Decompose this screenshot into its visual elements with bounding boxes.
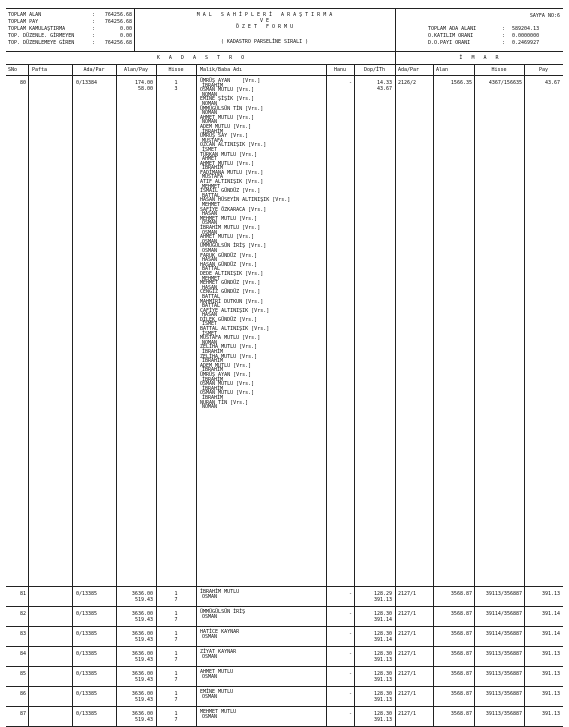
cell-hanu: - — [348, 611, 352, 617]
cell-imar-hisse: 39113/356887 — [485, 691, 522, 697]
owner-father-name: NOMAN — [202, 404, 218, 411]
owner-name: MAHMİRİ DUTKUN [Vrs.] — [200, 298, 264, 305]
owner-father-name: OSMAN — [202, 633, 218, 640]
owner-name: AHMET MUTLU [Vrs.] — [200, 234, 255, 241]
owner-father-name: MEHMET — [202, 275, 221, 282]
owner-father-name: İSMET — [202, 321, 218, 328]
owner-name: OSMAN MUTLU [Vrs.] — [200, 390, 255, 397]
cell-imar-alan: 3568.87 — [450, 631, 472, 637]
cell-hisse-payda: 7 — [174, 717, 178, 723]
cell-hanu: - — [348, 691, 352, 697]
owner-father-name: AHMET — [202, 156, 218, 163]
col-hanu: Hanu — [333, 67, 347, 73]
cell-ada: 0/13385 — [76, 591, 98, 597]
cell-ada: 0/13384 — [76, 80, 98, 86]
summary-left-label: TOPLAM ALAN — [8, 12, 42, 18]
cell-imar-pay: 391.13 — [541, 711, 560, 717]
owner-father-name: MEHMET — [202, 202, 221, 209]
cell-imar-pay: 391.13 — [541, 651, 560, 657]
cell-imar-ada: 2127/1 — [398, 591, 417, 597]
owner-father-name: BATTAL — [202, 192, 221, 199]
cell-pay: 519.43 — [134, 697, 153, 703]
col-alan: Alan/Pay — [123, 67, 149, 73]
table-row — [6, 587, 563, 607]
cell-ith: 391.14 — [373, 617, 392, 623]
owner-name: MEHMET MUTLU [Vrs.] — [200, 215, 258, 222]
cell-hisse-payda: 7 — [174, 677, 178, 683]
cell-ada: 0/13385 — [76, 651, 98, 657]
cell-pay: 519.43 — [134, 597, 153, 603]
cell-ith: 391.13 — [373, 677, 392, 683]
owner-name: ADEM MUTLU [Vrs.] — [200, 123, 252, 130]
cell-dop: 128.30 — [373, 691, 392, 697]
cell-alan: 3636.00 — [131, 591, 153, 597]
cell-ith: 391.13 — [373, 697, 392, 703]
cell-imar-ada: 2127/1 — [398, 611, 417, 617]
report-sheet — [6, 8, 563, 727]
cell-alan: 3636.00 — [131, 691, 153, 697]
owner-father-name: İBRAHİM — [202, 128, 224, 135]
owner-name: İSMAİL GÜNDÜZ [Vrs.] — [200, 188, 261, 195]
owner-father-name: HASAN — [202, 257, 218, 264]
cell-pay: 519.43 — [134, 617, 153, 623]
cell-sno: 85 — [19, 671, 26, 677]
summary-left-label: TOPLAM KAMULAŞTIRMA — [8, 26, 66, 32]
col-imar-pay: Pay — [538, 67, 549, 73]
owner-name: BATTAL ALTINIŞIK [Vrs.] — [200, 326, 270, 333]
cell-imar-hisse: 39113/356887 — [485, 711, 522, 717]
owner-name: ÜMMÜGÜLSÜN İRİŞ — [200, 609, 246, 615]
title-line-2: V E — [259, 18, 270, 24]
cell-hisse-pay: 1 — [174, 80, 178, 86]
cell-sno: 87 — [19, 711, 26, 717]
owner-name: İBRAHİM MUTLU [Vrs.] — [200, 225, 261, 231]
cell-dop: 14.33 — [376, 80, 392, 86]
owner-name: HASAN GÜNDÜZ [Vrs.] — [200, 261, 258, 268]
summary-colon: : — [92, 12, 96, 18]
owner-father-name: BATTAL — [202, 303, 221, 310]
table-row — [6, 647, 563, 667]
col-imar-hisse: Hisse — [491, 67, 507, 73]
owner-list — [200, 710, 325, 719]
owner-name: HATİCE KAYNAR — [200, 629, 240, 635]
cell-pay: 519.43 — [134, 717, 153, 723]
owner-list — [200, 590, 325, 599]
cell-imar-ada: 2127/1 — [398, 711, 417, 717]
cell-imar-pay: 391.13 — [541, 691, 560, 697]
cell-hanu: - — [348, 80, 352, 86]
cell-imar-alan: 3568.87 — [450, 611, 472, 617]
cell-hisse-pay: 1 — [174, 671, 178, 677]
summary-left-value: 0.00 — [119, 26, 132, 32]
summary-colon: : — [502, 26, 506, 32]
owner-father-name: OSMAN — [202, 247, 218, 254]
col-imar-alan: Alan — [436, 67, 449, 73]
cell-hanu: - — [348, 711, 352, 717]
cell-hisse-pay: 1 — [174, 591, 178, 597]
cell-hisse-payda: 7 — [174, 617, 178, 623]
owner-father-name: OSMAN — [202, 613, 218, 620]
title-line-4: ( KADASTRO PARSELİNE SIRALI ) — [220, 39, 309, 45]
column-header-row — [6, 65, 563, 76]
table-row — [6, 707, 563, 727]
cell-ith: 391.13 — [373, 717, 392, 723]
owner-name: FADİMANA MUTLU [Vrs.] — [200, 169, 264, 176]
cell-ada: 0/13385 — [76, 691, 98, 697]
cell-alan: 3636.00 — [131, 671, 153, 677]
summary-colon: : — [502, 40, 506, 46]
owner-father-name: MUSTAFA — [202, 137, 224, 144]
cell-imar-ada: 2127/1 — [398, 671, 417, 677]
owner-name: DİLEK GÜNDÜZ [Vrs.] — [200, 316, 258, 323]
owner-father-name: OSMAN — [202, 229, 218, 236]
table-row — [6, 687, 563, 707]
cell-imar-alan: 1566.35 — [450, 80, 472, 86]
owner-name: ÜMRÜŞ AYAN [Vrs.] — [200, 372, 252, 378]
owner-name: NURAN TİN [Vrs.] — [200, 399, 249, 406]
summary-colon: : — [92, 19, 96, 25]
summary-colon: : — [92, 26, 96, 32]
owner-name: ÜMMÜGÜLSÜN İRİŞ [Vrs.] — [200, 243, 267, 250]
page-number: SAYFA NO:6 — [529, 13, 560, 19]
owner-father-name: İBRAHİM — [202, 394, 224, 401]
summary-left-value: 764256.68 — [104, 12, 132, 18]
cell-imar-alan: 3568.87 — [450, 691, 472, 697]
col-hisse: Hisse — [168, 67, 184, 73]
table-row — [6, 667, 563, 687]
owner-father-name: İSMET — [202, 330, 218, 337]
cell-pay: 519.43 — [134, 637, 153, 643]
owner-name: ÜMRÜŞ SAY [Vrs.] — [200, 133, 249, 140]
summary-left-label: TOP. DÜZENLEMEYE GİREN — [8, 40, 75, 46]
summary-right-value: 589204.13 — [512, 26, 540, 32]
cell-imar-pay: 391.13 — [541, 591, 560, 597]
summary-right-label: TOPLAM ADA ALANI — [428, 26, 477, 32]
cell-hisse-payda: 7 — [174, 697, 178, 703]
cell-imar-ada: 2127/1 — [398, 651, 417, 657]
summary-left-value: 764256.68 — [104, 19, 132, 25]
cell-imar-hisse: 39113/356887 — [485, 591, 522, 597]
owner-father-name: NOMAN — [202, 339, 218, 346]
cell-hisse-pay: 1 — [174, 631, 178, 637]
parcel-table — [6, 76, 563, 727]
cell-dop: 128.30 — [373, 711, 392, 717]
cell-sno: 81 — [19, 591, 26, 597]
cell-alan: 174.00 — [134, 80, 153, 86]
owner-father-name: OSMAN — [202, 593, 218, 600]
cell-imar-pay: 391.14 — [541, 631, 560, 637]
owner-list — [200, 690, 325, 699]
summary-left-label: TOPLAM PAY — [8, 19, 39, 25]
owner-father-name: NOMAN — [202, 100, 218, 107]
owner-father-name: OSMAN — [202, 713, 218, 720]
owner-name: CENGİZ GÜNDÜZ [Vrs.] — [200, 289, 261, 296]
owner-name: ADEM MUTLU [Vrs.] — [200, 362, 252, 369]
owner-list — [200, 610, 325, 619]
cell-ada: 0/13385 — [76, 611, 98, 617]
owner-name: EMİNE MUTLU — [200, 689, 234, 695]
cell-ada: 0/13385 — [76, 671, 98, 677]
owner-father-name: İBRAHİM — [202, 385, 224, 392]
owner-father-name: BATTAL — [202, 266, 221, 273]
owner-name: ZELİHA MUTLU [Vrs.] — [200, 344, 258, 351]
cell-pay: 519.43 — [134, 657, 153, 663]
cell-ada: 0/13385 — [76, 711, 98, 717]
summary-right-label: O.KATILIM ORANI — [428, 33, 474, 39]
cell-dop: 128.30 — [373, 631, 392, 637]
cell-imar-pay: 391.13 — [541, 671, 560, 677]
cell-hisse-pay: 1 — [174, 611, 178, 617]
owner-father-name: HASAN — [202, 284, 218, 291]
owner-name: İBRAHİM MUTLU — [200, 589, 240, 595]
cell-imar-pay: 43.67 — [544, 80, 560, 86]
cell-imar-pay: 391.14 — [541, 611, 560, 617]
cell-dop: 128.30 — [373, 651, 392, 657]
owner-father-name: OSMAN — [202, 693, 218, 700]
owner-name: HASAN HÜSEYİN ALTINIŞIK [Vrs.] — [200, 197, 291, 204]
owner-list — [200, 630, 325, 639]
summary-left-value: 0.00 — [119, 33, 132, 39]
owner-father-name: İBRAHİM — [202, 358, 224, 365]
owner-list — [200, 670, 325, 679]
owner-father-name: OSMAN — [202, 653, 218, 660]
owner-name: TÜRKAN MUTLU [Vrs.] — [200, 151, 258, 158]
owner-father-name: İSMET — [202, 146, 218, 153]
owner-name: AHMET MUTLU [Vrs.] — [200, 160, 255, 167]
cell-dop: 128.29 — [373, 591, 392, 597]
owner-name: OSMAN MUTLU [Vrs.] — [200, 87, 255, 94]
owner-name: AHMET MUTLU — [200, 669, 234, 675]
cell-imar-hisse: 39114/356887 — [485, 631, 522, 637]
owner-father-name: İBRAHİM — [202, 82, 224, 89]
owner-list — [200, 79, 325, 410]
cell-imar-alan: 3568.87 — [450, 651, 472, 657]
owner-father-name: NOMAN — [202, 110, 218, 117]
owner-name: ZİYAT KAYNAR — [200, 649, 237, 655]
table-row — [6, 76, 563, 587]
cell-ith: 391.13 — [373, 657, 392, 663]
cell-ith: 391.14 — [373, 637, 392, 643]
title-line-1: M A L S A H İ P L E R İ A R A Ş T I R M A — [196, 12, 333, 18]
owner-father-name: İBRAHİM — [202, 165, 224, 172]
summary-left-value: 764256.68 — [104, 40, 132, 46]
cell-imar-alan: 3568.87 — [450, 671, 472, 677]
owner-name: MUSTAFA MUTLU [Vrs.] — [200, 335, 261, 342]
summary-right-value: 0.2469927 — [512, 40, 540, 46]
owner-father-name: OSMAN — [202, 220, 218, 227]
cell-dop: 128.30 — [373, 611, 392, 617]
owner-father-name: NOMAN — [202, 91, 218, 98]
cell-hanu: - — [348, 631, 352, 637]
owner-name: FARUK GÜNDÜZ [Vrs.] — [200, 252, 258, 259]
owner-father-name: İBRAHİM — [202, 376, 224, 383]
owner-father-name: OSMAN — [202, 238, 218, 245]
cell-hisse-pay: 1 — [174, 651, 178, 657]
summary-left-label: TOP. DÜZENLE. GİRMEYEN — [8, 33, 75, 39]
owner-name: AHMET MUTLU [Vrs.] — [200, 114, 255, 121]
cell-dop: 128.30 — [373, 671, 392, 677]
band-imar: İ M A R — [459, 55, 499, 61]
cell-imar-hisse: 39113/356887 — [485, 651, 522, 657]
owner-name: MEHMET MUTLU — [200, 709, 237, 715]
owner-father-name: HASAN — [202, 211, 218, 218]
owner-list — [200, 650, 325, 659]
cell-imar-hisse: 39114/356887 — [485, 611, 522, 617]
cell-imar-hisse: 39113/356887 — [485, 671, 522, 677]
cell-pay: 58.00 — [137, 86, 153, 92]
cell-ith: 391.13 — [373, 597, 392, 603]
summary-colon: : — [92, 33, 96, 39]
owner-father-name: OSMAN — [202, 673, 218, 680]
col-malik: Malik/Baba Adı — [200, 67, 243, 73]
col-dop: Dop/İTh — [363, 67, 386, 73]
owner-name: ÜMRÜŞ AYAN [Vrs.] — [200, 78, 261, 84]
owner-name: MEHMET GÜNDÜZ [Vrs.] — [200, 280, 261, 287]
owner-father-name: HASAN — [202, 312, 218, 319]
owner-name: DEDE ALTINIŞIK [Vrs.] — [200, 270, 264, 277]
owner-father-name: MEHMET — [202, 183, 221, 190]
summary-right-label: D.O.PAYI ORANI — [428, 40, 471, 46]
owner-father-name: NOMAN — [202, 119, 218, 126]
col-ada: Ada/Par — [83, 67, 105, 73]
cell-sno: 84 — [19, 651, 26, 657]
cell-hisse-payda: 3 — [174, 86, 178, 92]
owner-name: ATIF ALTINIŞIK [Vrs.] — [200, 179, 264, 186]
cell-hanu: - — [348, 591, 352, 597]
cell-alan: 3636.00 — [131, 711, 153, 717]
summary-right-value: 0.0000000 — [512, 33, 540, 39]
owner-name: ZELİHA MUTLU [Vrs.] — [200, 353, 258, 360]
cell-sno: 86 — [19, 691, 26, 697]
cell-sno: 82 — [19, 611, 26, 617]
owner-name: OSMAN MUTLU [Vrs.] — [200, 381, 255, 388]
cell-alan: 3636.00 — [131, 651, 153, 657]
owner-name: OZCAN ALTINIŞIK [Vrs.] — [200, 142, 267, 149]
cell-sno: 80 — [19, 80, 26, 86]
cell-hisse-payda: 7 — [174, 657, 178, 663]
cell-imar-alan: 3568.87 — [450, 591, 472, 597]
cell-imar-alan: 3568.87 — [450, 711, 472, 717]
owner-name: SAFİYE ÖZKARACA [Vrs.] — [200, 206, 267, 213]
cell-alan: 3636.00 — [131, 631, 153, 637]
cell-hisse-payda: 7 — [174, 637, 178, 643]
owner-name: CAFİYE ALTINIŞIK [Vrs.] — [200, 307, 270, 314]
owner-name: EMİNE ŞİŞİK [Vrs.] — [200, 96, 255, 103]
owner-name: ÜMMÜGÜLSÜN TİN [Vrs.] — [200, 105, 264, 112]
band-kadastro: K A D A S T R O — [156, 55, 245, 61]
section-band — [6, 52, 563, 65]
table-row — [6, 627, 563, 647]
cell-pay: 519.43 — [134, 677, 153, 683]
report-header — [6, 8, 563, 52]
col-imar-ada: Ada/Par — [398, 67, 420, 73]
cell-imar-ada: 2127/1 — [398, 691, 417, 697]
table-row — [6, 607, 563, 627]
summary-colon: : — [92, 40, 96, 46]
title-line-3: Ö Z E T F O R M U — [235, 24, 294, 30]
col-pafta: Pafta — [32, 67, 48, 73]
col-sno: SNo — [8, 67, 18, 73]
cell-imar-hisse: 4367/156635 — [488, 80, 522, 86]
cell-imar-ada: 2127/1 — [398, 631, 417, 637]
cell-hanu: - — [348, 651, 352, 657]
owner-father-name: BATTAL — [202, 293, 221, 300]
cell-imar-ada: 2126/2 — [398, 80, 417, 86]
summary-colon: : — [502, 33, 506, 39]
cell-ith: 43.67 — [376, 86, 392, 92]
cell-hisse-pay: 1 — [174, 711, 178, 717]
cell-hisse-pay: 1 — [174, 691, 178, 697]
cell-alan: 3636.00 — [131, 611, 153, 617]
cell-hisse-payda: 7 — [174, 597, 178, 603]
owner-father-name: İBRAHİM — [202, 349, 224, 356]
cell-sno: 83 — [19, 631, 26, 637]
cell-hanu: - — [348, 671, 352, 677]
cell-ada: 0/13385 — [76, 631, 98, 637]
owner-father-name: İBRAHİM — [202, 367, 224, 374]
owner-father-name: MUSTAFA — [202, 174, 224, 181]
